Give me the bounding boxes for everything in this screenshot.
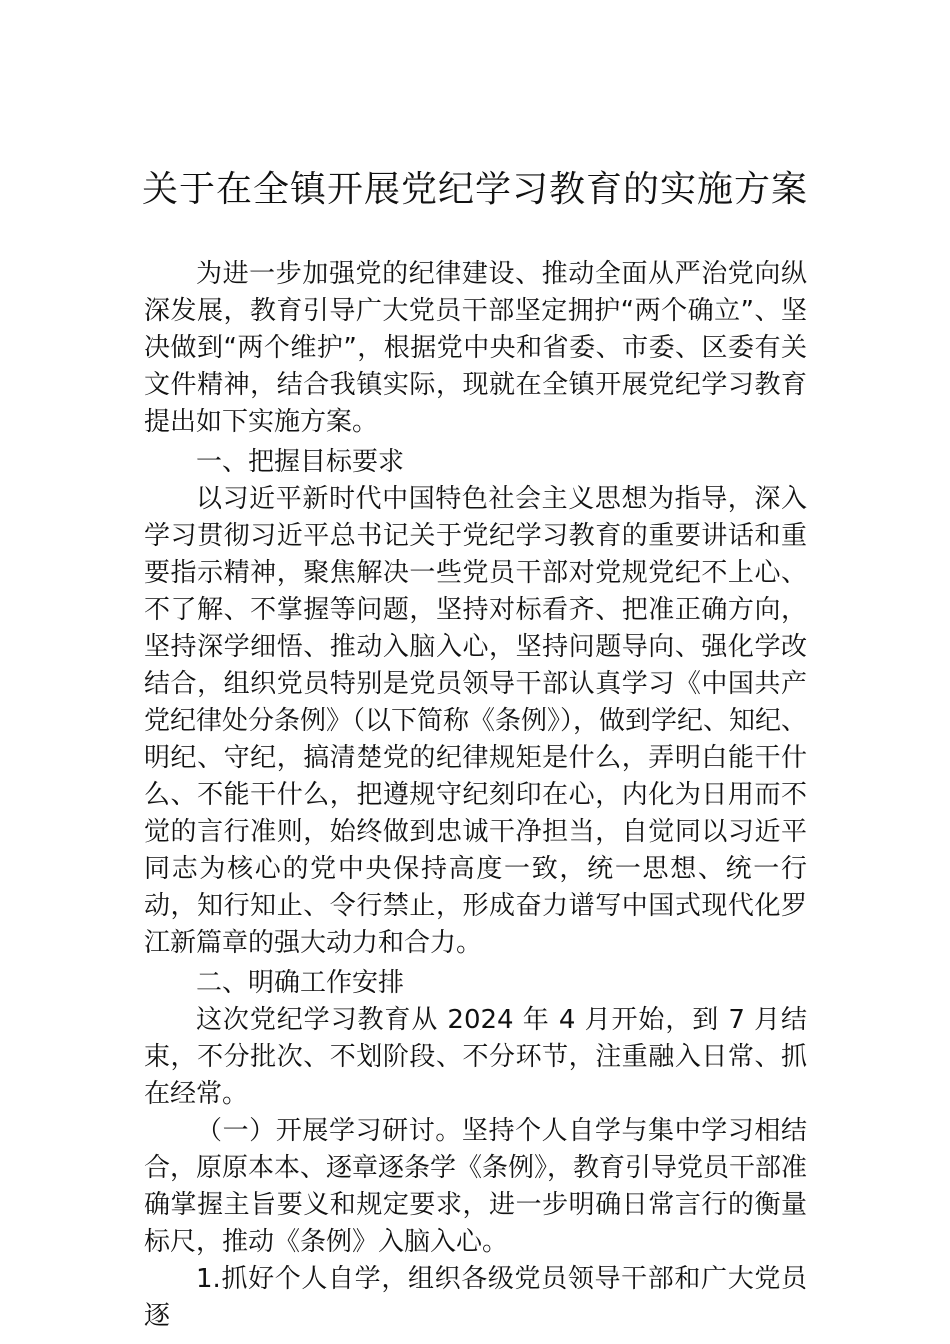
intro-paragraph: 为进一步加强党的纪律建设、推动全面从严治党向纵深发展，教育引导广大党员干部坚定拥护“两个确立”、坚决做到“两个维护”，根据党中央和省委、市委、区委有关文件精神，结合我镇实际，现就在全镇开展党纪学习教育提出如下实施方案。 — [144, 259, 807, 437]
item-1-paragraph: 1.抓好个人自学，组织各级党员领导干部和广大党员逐 — [144, 1264, 807, 1331]
subsection-1-paragraph: （一）开展学习研讨。坚持个人自学与集中学习相结合，原原本本、逐章逐条学《条例》，教育引导党员干部准确掌握主旨要义和规定要求，进一步明确日常言行的衡量标尺，推动《条例》入脑入心。 — [144, 1116, 808, 1257]
schedule-paragraph: 这次党纪学习教育从 2024 年 4 月开始，到 7 月结束，不分批次、不划阶段、不分环节，注重融入日常、抓在经常。 — [144, 1005, 807, 1109]
document-body — [144, 256, 807, 1335]
document-title: 关于在全镇开展党纪学习教育的实施方案 — [141, 169, 808, 210]
section-1-paragraph: 以习近平新时代中国特色社会主义思想为指导，深入学习贯彻习近平总书记关于党纪学习教育的重要讲话和重要指示精神，聚焦解决一些党员干部对党规党纪不上心、不了解、不掌握等问题，坚持对标看齐、把准正确方向，坚持深学细悟、推动入脑入心，坚持问题导向、强化学改结合，组织党员特别是党员领导干部认真学习《中国共产党纪律处分条例》（以下简称《条例》），做到学纪、知纪、明纪、守纪，搞清楚党的纪律规矩是什么，弄明白能干什么、不能干什么，把遵规守纪刻印在心，内化为日用而不觉的言行准则，始终做到忠诚干净担当，自觉同以习近平同志为核心的党中央保持高度一致，统一思想、统一行动，知行知止、令行禁止，形成奋力谱写中国式现代化罗江新篇章的强大动力和合力。 — [144, 484, 808, 958]
section-heading-2: 二、明确工作安排 — [196, 968, 405, 998]
section-heading-1: 一、把握目标要求 — [196, 447, 405, 477]
